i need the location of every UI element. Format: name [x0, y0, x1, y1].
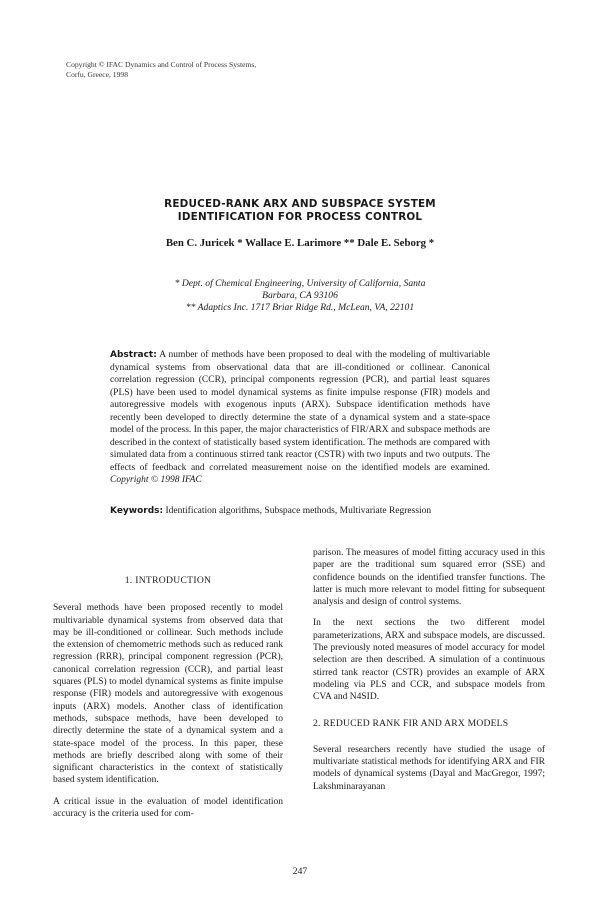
affiliation-line-2: Barbara, CA 93106	[262, 290, 338, 301]
abstract-label: Abstract:	[110, 350, 157, 360]
left-column	[53, 575, 283, 829]
page-number: 247	[292, 866, 308, 877]
abstract-copyright: Copyright © 1998 IFAC	[110, 475, 202, 485]
affiliations	[70, 278, 530, 314]
affiliation-line-3: ** Adaptics Inc. 1717 Briar Ridge Rd., McLean, VA, 22101	[185, 302, 415, 313]
section-1-paragraph-2: A critical issue in the evaluation of model identification accuracy is the criteria used for com-	[53, 796, 283, 820]
section-1-paragraph-1: Several methods have been proposed recently to model multivariable dynamical systems from observed data that may be ill-conditioned or collinear. Such methods include the extension of chemometric methods such as reduced rank regression (RRR), principal component regression (PCR), canonical correlation regression (CCR), and partial least squares (PLS) to model dynamical systems as finite impulse response (FIR) models and autoregressive with exogenous inputs (ARX) models. Another class of identification methods, subspace methods, have been developed to directly determine the state of a dynamical system and a state-space model of the process. In this paper, these methods are briefly described along with some of their significant characteristics in the context of statistically based system identification.	[53, 603, 283, 786]
copyright-line-1: Copyright © IFAC Dynamics and Control of Process Systems,	[66, 60, 257, 69]
right-column-paragraph-1: parison. The measures of model fitting accuracy used in this paper are the traditional sum squared error (SSE) and confidence bounds on the identified transfer functions. The latter is much more relevant to model fitting for subsequent analysis and design of control systems.	[313, 548, 545, 608]
authors: Ben C. Juricek * Wallace E. Larimore ** Dale E. Seborg *	[165, 237, 435, 249]
title-line-2: IDENTIFICATION FOR PROCESS CONTROL	[177, 211, 423, 223]
section-1-heading: 1. INTRODUCTION	[124, 575, 212, 586]
section-2-paragraph-1: Several researchers recently have studied the usage of multivariate statistical methods for identifying ARX and FIR models of dynamical systems (Dayal and MacGregor, 1997; Lakshminarayanan	[313, 744, 545, 792]
title-line-1: REDUCED-RANK ARX AND SUBSPACE SYSTEM	[164, 198, 436, 210]
paper-title	[60, 198, 540, 224]
affiliation-line-1: * Dept. of Chemical Engineering, University of California, Santa	[174, 278, 426, 289]
copyright-line-2: Corfu, Greece, 1998	[66, 70, 128, 79]
section-2-heading: 2. REDUCED RANK FIR AND ARX MODELS	[313, 717, 509, 729]
keywords	[110, 505, 500, 518]
keywords-text: Identification algorithms, Subspace methods, Multivariate Regression	[165, 506, 432, 516]
copyright-notice	[66, 60, 256, 80]
right-column-paragraph-2: In the next sections the two different model parameterizations, ARX and subspace models, are discussed. The previously noted measures of model accuracy for model selection are then described. A simulation of a continuous stirred tank reactor (CSTR) provides an example of ARX modeling via PLS and CCR, and subspace models from CVA and N4SID.	[313, 618, 545, 703]
right-column	[313, 547, 545, 802]
keywords-label: Keywords:	[110, 506, 164, 516]
abstract	[110, 349, 490, 487]
abstract-text: A number of methods have been proposed to deal with the modeling of multivariable dynamical systems from observational data that are ill-conditioned or collinear. Canonical correlation regression (CCR), principal components regression (PCR), and partial least squares (PLS) have been used to model dynamical systems as finite impulse response (FIR) models and autoregressive models with exogenous inputs (ARX). Subspace identification methods have recently been developed to directly determine the state of a dynamical system and a state-space model of the process. In this paper, the major characteristics of FIR/ARX and subspace methods are described in the context of statistically based system identification. The methods are compared with simulated data from a continuous stirred tank reactor (CSTR) with two inputs and two outputs. The effects of feedback and correlated measurement noise on the identified models are examined.	[110, 350, 490, 473]
